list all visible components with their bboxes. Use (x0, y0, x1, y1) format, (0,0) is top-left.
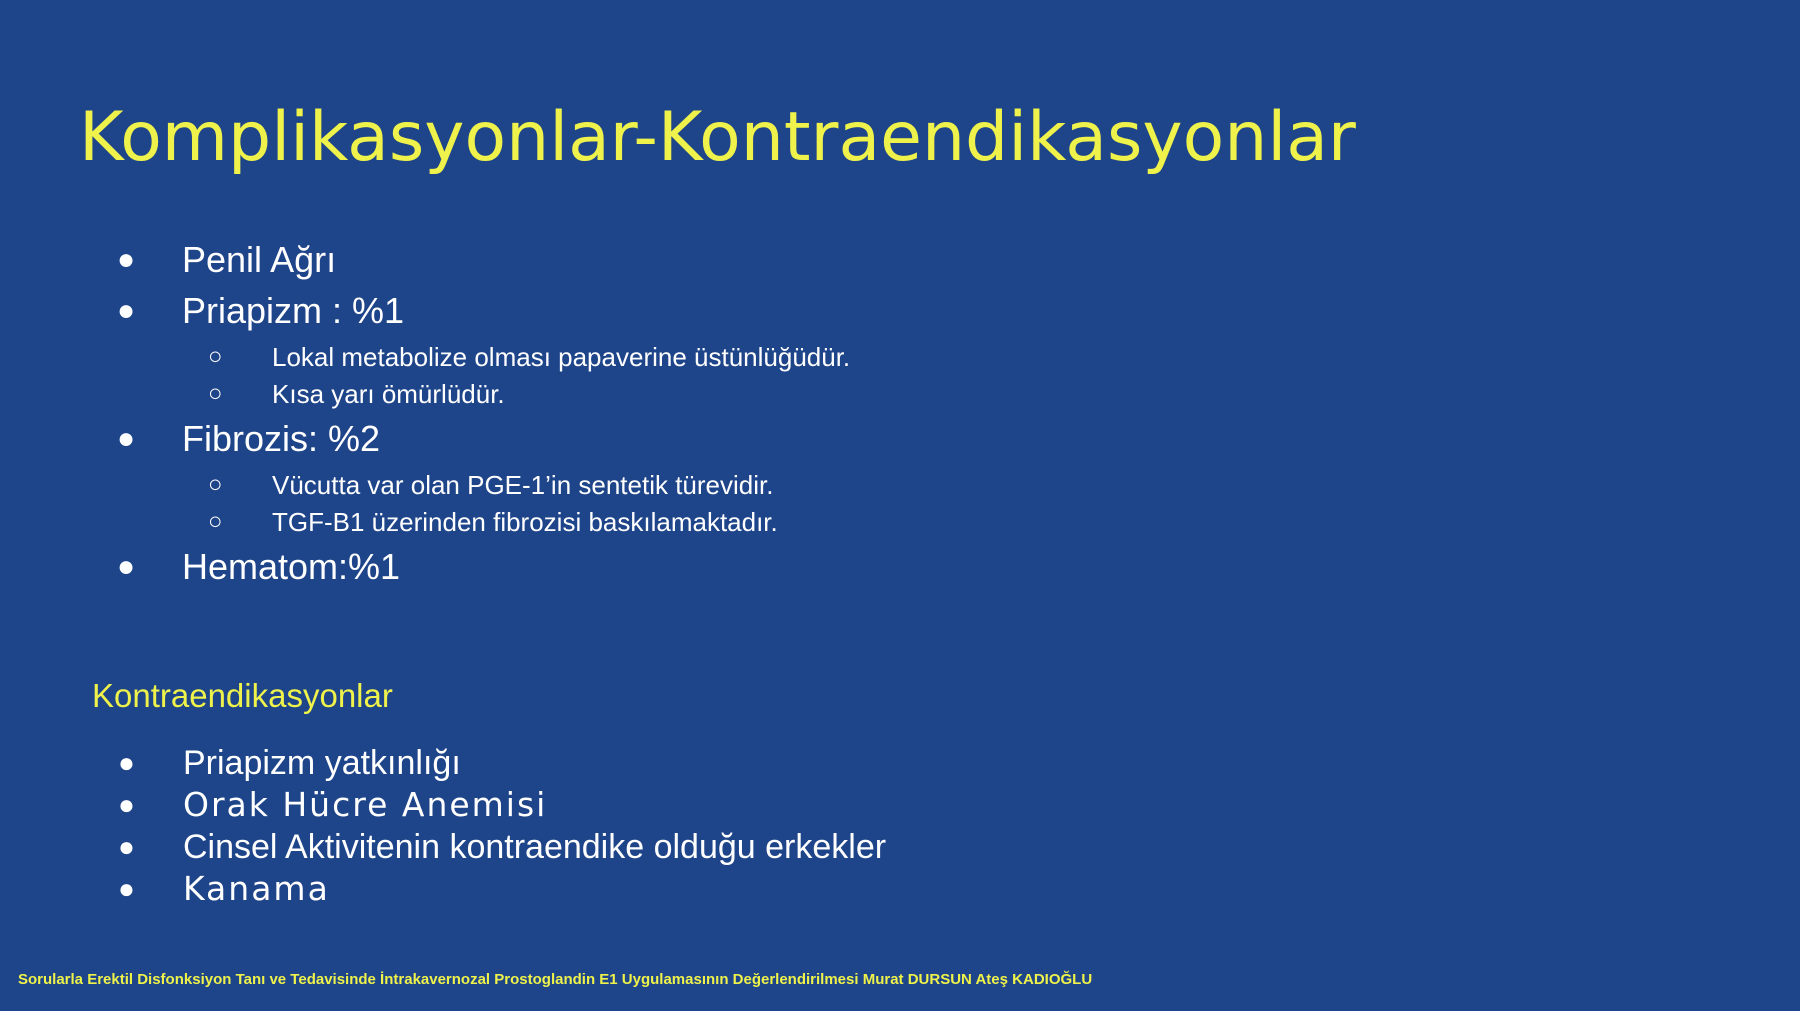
list-item-text: Priapizm : %1 (182, 290, 405, 331)
bullet-filled-icon: ● (117, 294, 136, 327)
contraindications-heading: Kontraendikasyonlar (92, 677, 393, 714)
list-item-text: Kanama (183, 869, 330, 908)
slide-title: Komplikasyonlar-Kontraendikasyonlar (79, 98, 1356, 177)
footer-citation: Sorularla Erektil Disfonksiyon Tanı ve Tedavisinde İntrakavernozal Prostoglandin E1 Uygulamasının Değerlendirilmesi Murat DURSUN Ateş KADIOĞLU (18, 971, 1093, 988)
bullet-hollow-icon: ○ (208, 343, 223, 370)
bullet-hollow-icon: ○ (208, 380, 223, 407)
bullet-filled-icon: ● (118, 789, 135, 820)
bullet-filled-icon: ● (117, 550, 136, 583)
sub-list-item-text: Lokal metabolize olması papaverine üstünlüğüdür. (272, 342, 851, 372)
bullet-hollow-icon: ○ (208, 471, 223, 498)
list-item-text: Orak Hücre Anemisi (183, 785, 548, 824)
sub-list-item-text: Kısa yarı ömürlüdür. (272, 379, 505, 409)
list-item-text: Hematom:%1 (182, 546, 401, 587)
list-item-text: Priapizm yatkınlığı (183, 744, 461, 782)
bullet-hollow-icon: ○ (208, 508, 223, 535)
contraindications-list (94, 0, 1094, 950)
bullet-filled-icon: ● (117, 243, 136, 276)
bullet-filled-icon: ● (118, 831, 135, 862)
bullet-filled-icon: ● (118, 873, 135, 904)
list-item-text: Cinsel Aktivitenin kontraendike olduğu erkekler (183, 828, 887, 866)
sub-list-item-text: Vücutta var olan PGE-1’in sentetik türevidir. (272, 470, 774, 500)
sub-list-item-text: TGF-B1 üzerinden fibrozisi baskılamaktadır. (272, 507, 778, 537)
bullet-filled-icon: ● (118, 747, 135, 778)
list-item-text: Penil Ağrı (182, 239, 337, 280)
bullet-filled-icon: ● (117, 422, 136, 455)
list-item-text: Fibrozis: %2 (182, 418, 381, 459)
